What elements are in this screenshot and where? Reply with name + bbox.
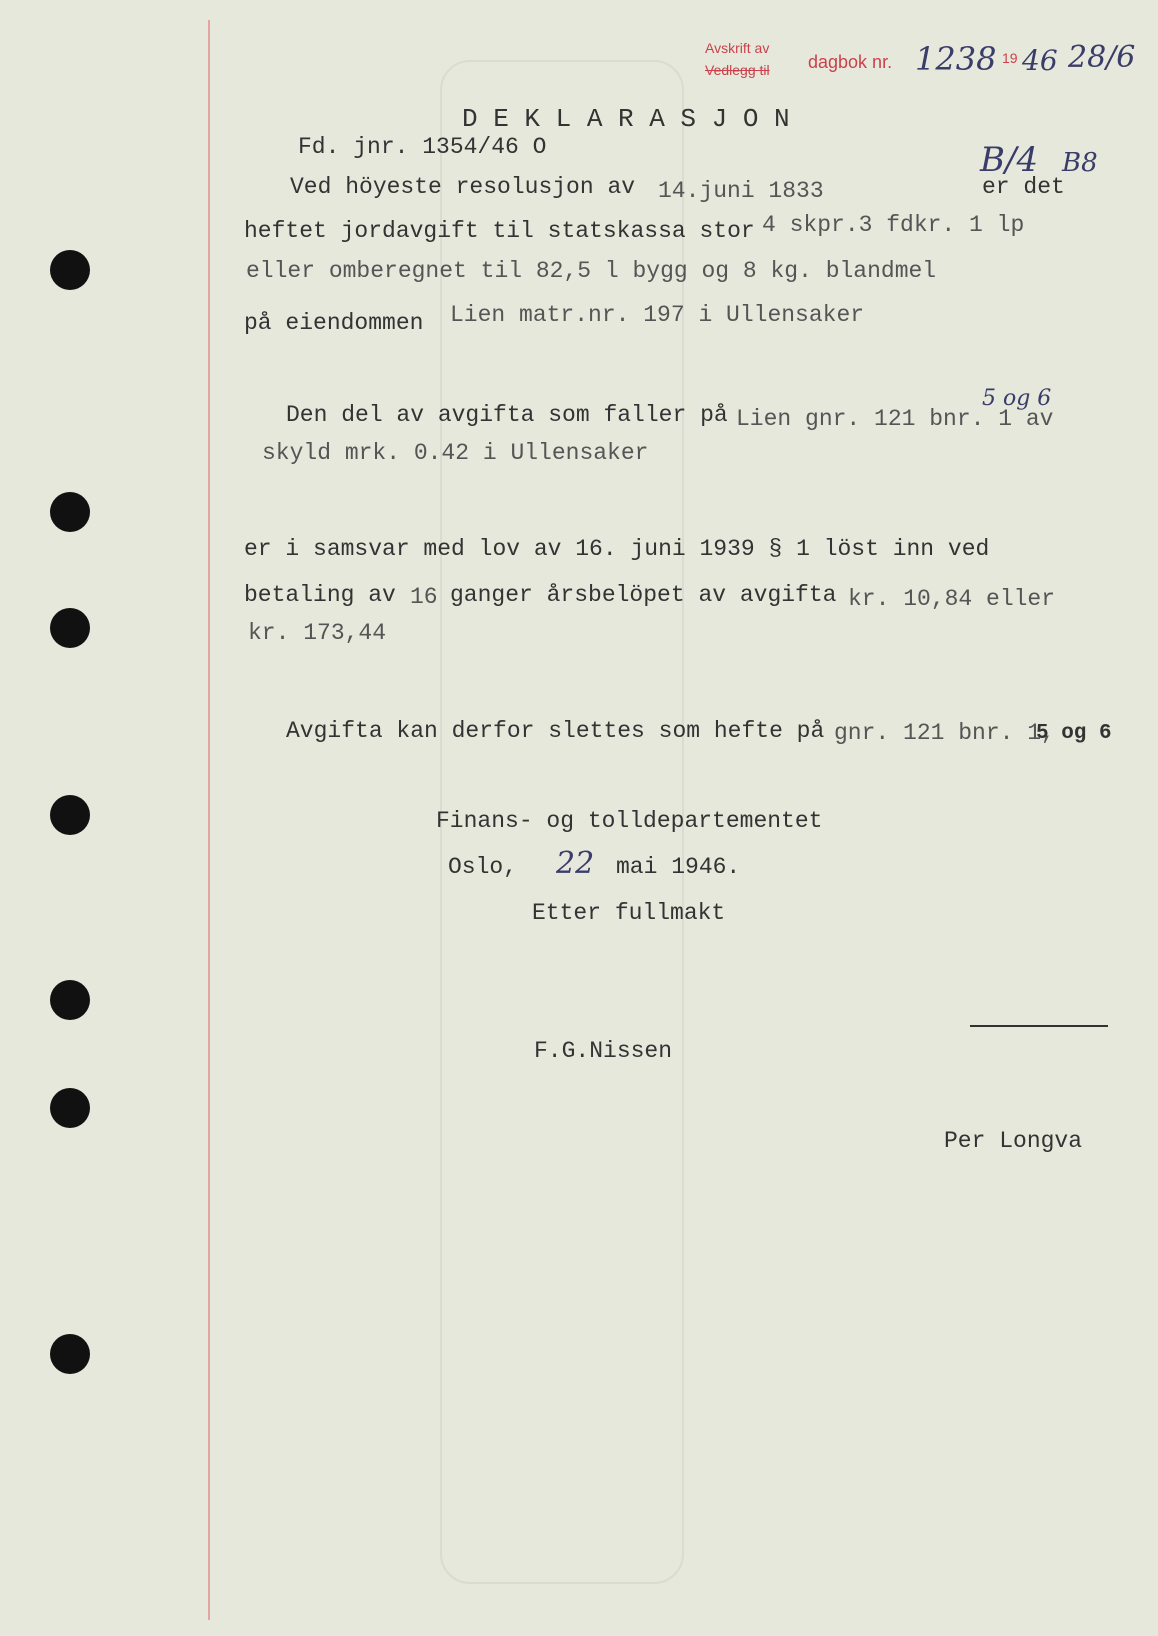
document-title: D E K L A R A S J O N — [462, 104, 790, 134]
punch-hole — [50, 795, 90, 835]
annual-amount: kr. 10,84 eller — [848, 586, 1056, 612]
department: Finans- og tolldepartementet — [436, 808, 823, 834]
signing-date: mai 1946. — [616, 854, 741, 880]
reference-number: Fd. jnr. 1354/46 O — [298, 134, 547, 160]
para4-line: Avgifta kan derfor slettes som hefte på — [286, 718, 825, 744]
signature-line — [970, 1025, 1108, 1027]
note-b4: B/4 — [980, 140, 1039, 180]
punch-hole — [50, 250, 90, 290]
stamp-avskrift: Avskrift av — [705, 40, 770, 56]
redemption-factor: 16 — [410, 584, 438, 610]
deletion-property: gnr. 121 bnr. 1, — [834, 720, 1055, 746]
para3-line2-start: betaling av — [244, 582, 396, 608]
punch-hole — [50, 1334, 90, 1374]
para1-line3: eller omberegnet til 82,5 l bygg og 8 kg. blandmel — [246, 258, 937, 284]
para1-line2: heftet jordavgift til statskassa stor — [244, 218, 755, 244]
place: Oslo, — [448, 854, 518, 880]
dagbok-number: 1238 — [915, 40, 997, 78]
year-suffix: 46 — [1022, 44, 1058, 77]
stamp-vedlegg: Vedlegg til — [705, 62, 770, 78]
signing-day: 22 — [556, 846, 595, 881]
property-name: Lien matr.nr. 197 i Ullensaker — [450, 302, 865, 328]
total-amount: kr. 173,44 — [248, 620, 387, 646]
punch-hole — [50, 980, 90, 1020]
year-prefix: 19 — [1002, 50, 1018, 66]
margin-line — [208, 20, 210, 1620]
authority-line: Etter fullmakt — [532, 900, 726, 926]
para1-line1: Ved höyeste resolusjon av — [290, 174, 636, 200]
para3-line1: er i samsvar med lov av 16. juni 1939 § 1 löst inn ved — [244, 536, 990, 562]
para2-line2: skyld mrk. 0.42 i Ullensaker — [262, 440, 649, 466]
para1-line4: på eiendommen — [244, 310, 424, 336]
punch-hole — [50, 608, 90, 648]
date-handwritten: 28/6 — [1068, 40, 1136, 75]
punch-hole — [50, 492, 90, 532]
para2-line1: Den del av avgifta som faller på — [286, 402, 728, 428]
bnr-addition: 5 og 6 — [982, 386, 1052, 411]
punch-hole — [50, 1088, 90, 1128]
signature-right: Per Longva — [944, 1128, 1083, 1154]
resolution-date: 14.juni 1833 — [658, 178, 824, 204]
stamp-dagbok: dagbok nr. — [808, 52, 893, 72]
signature-left: F.G.Nissen — [534, 1038, 673, 1064]
property-part: Lien gnr. 121 bnr. 1 av — [736, 406, 1054, 432]
para3-line2-rest: ganger årsbelöpet av avgifta — [450, 582, 837, 608]
para1-line1-end: er det — [982, 174, 1065, 200]
tax-amount: 4 skpr.3 fdkr. 1 lp — [762, 212, 1025, 238]
note-b8: B8 — [1062, 148, 1098, 178]
deletion-addition: 5 og 6 — [1036, 722, 1112, 745]
